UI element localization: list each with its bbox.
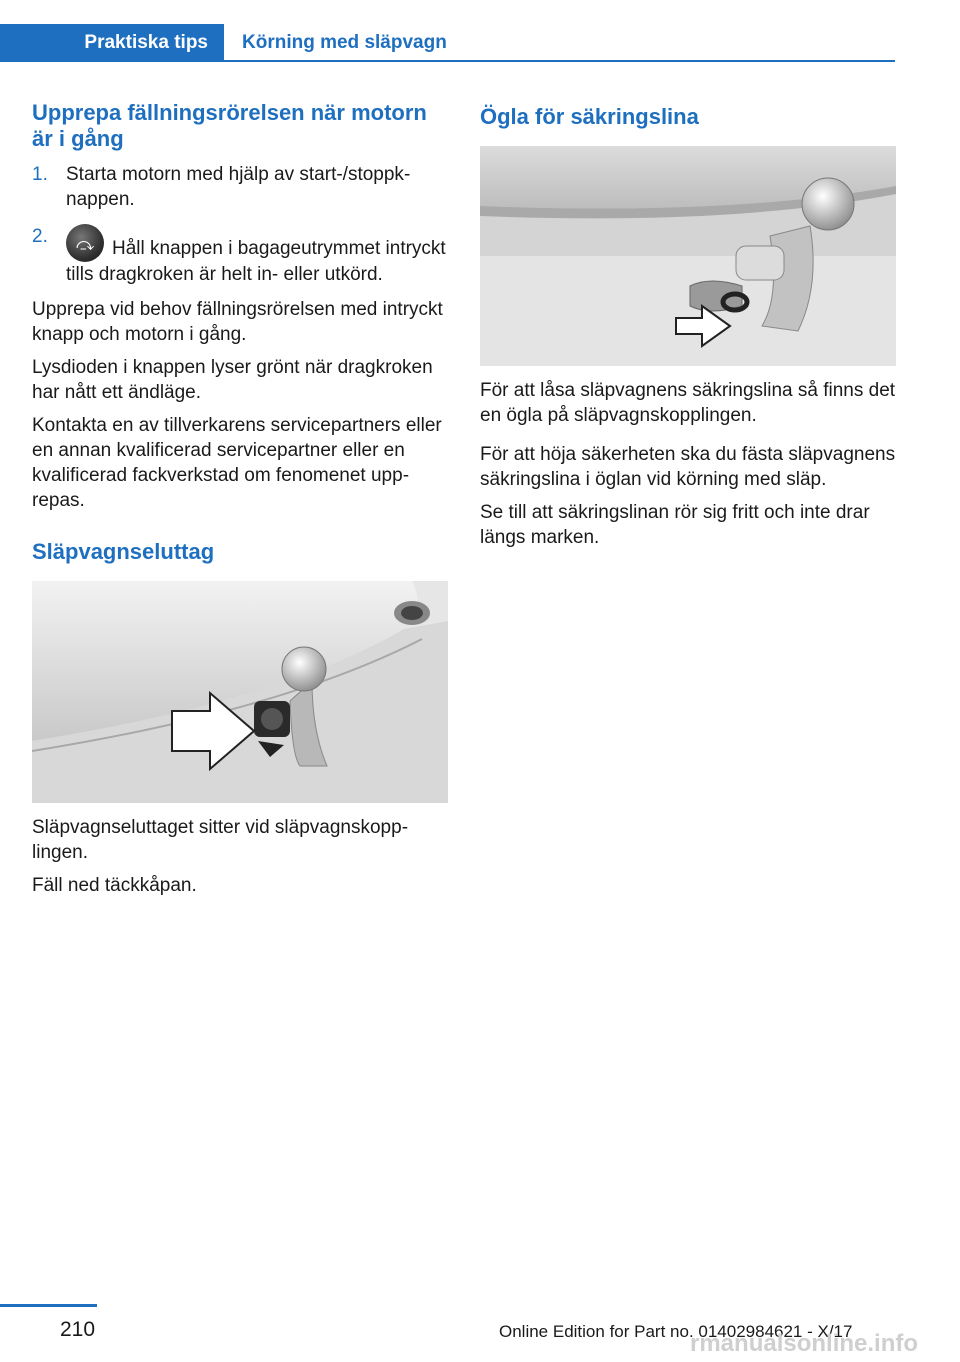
paragraph: Lysdioden i knappen lyser grönt när dragkroken har nått ett ändläge. — [32, 357, 433, 403]
trailer-socket-image — [32, 581, 448, 803]
step-number: 1. — [32, 164, 48, 185]
step-number: 2. — [32, 226, 48, 247]
paragraph: För att låsa släpvagnens säkringslina så finns det en ögla på släpvagnskopplingen. — [480, 380, 896, 426]
page-number: 210 — [60, 1318, 96, 1341]
paragraph: Kontakta en av tillverkarens servicepartners eller en annan kvalificerad servicepartner eller en kvalificerad fackverkstad om fenomenet upprepas. — [32, 415, 442, 511]
edition-text: Online Edition for Part no. 01402984621 - X/17 — [499, 1322, 853, 1341]
right-column — [480, 100, 896, 550]
safety-loop-illustration — [480, 146, 896, 366]
step-list — [32, 162, 448, 287]
tow-hook-button-icon: ⤼ — [66, 224, 104, 262]
step-text: Håll knappen i bagageutrymmet intryckt tills dragkroken är helt in- eller utkörd. — [66, 238, 446, 285]
header-tabs — [0, 0, 895, 64]
step-text: Starta motorn med hjälp av start-/stoppknappen. — [66, 164, 411, 210]
paragraph: Upprepa vid behov fällningsrörelsen med intryckt knapp och motorn i gång. — [32, 299, 443, 345]
section-heading-ogla: Ögla för säkringslina — [480, 104, 699, 129]
trailer-socket-illustration — [32, 581, 448, 803]
paragraph: För att höja säkerheten ska du fästa släpvagnens säkringslina i öglan vid körning med släp. — [480, 444, 896, 490]
tab-korning-med-slapvagn[interactable]: Körning med släpvagn — [242, 32, 447, 53]
safety-loop-image — [480, 146, 896, 366]
tab-praktiska-tips[interactable]: Praktiska tips — [0, 24, 224, 62]
step-item — [32, 224, 448, 287]
paragraph: Fäll ned täckkåpan. — [32, 875, 197, 896]
paragraph: Se till att säkringslinan rör sig fritt och inte drar längs marken. — [480, 502, 870, 548]
watermark: rmanualsonline.info — [690, 1330, 919, 1357]
footer-accent-line — [0, 1304, 97, 1307]
tab-underline — [224, 60, 895, 62]
section-heading-eluttag: Släpvagnseluttag — [32, 539, 215, 564]
section-heading-fallning: Upprepa fällningsrörelsen när motorn är i gång — [32, 100, 427, 151]
paragraph: Släpvagnseluttaget sitter vid släpvagnskopplingen. — [32, 817, 409, 863]
step-body — [66, 224, 448, 287]
step-item — [32, 162, 448, 212]
left-column — [32, 100, 448, 898]
